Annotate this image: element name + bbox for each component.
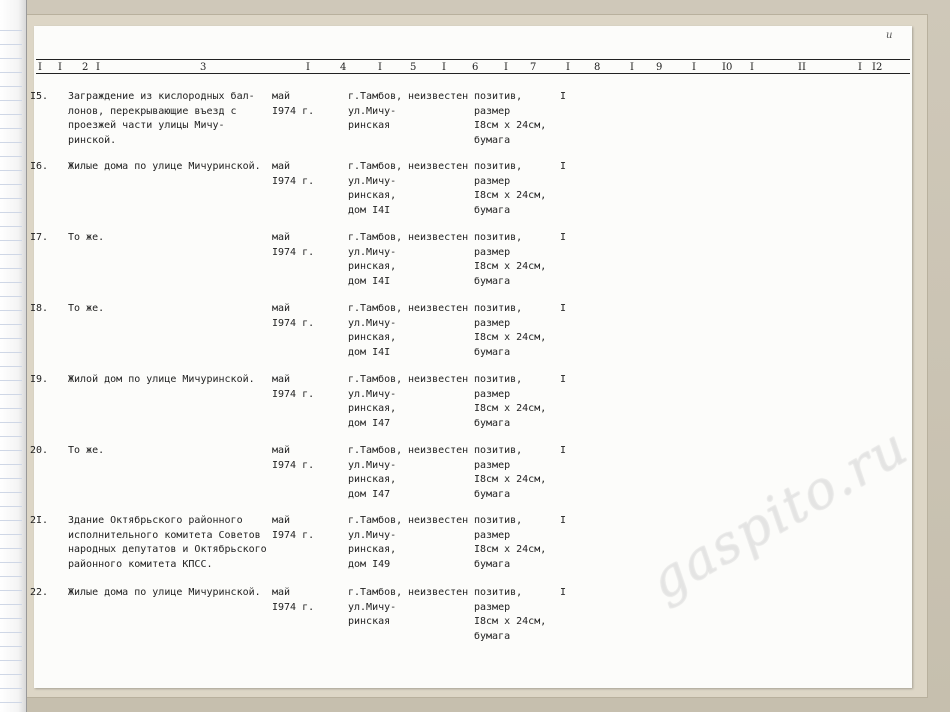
- item-title-line: народных депутатов и Октябрьского: [68, 544, 267, 555]
- item-place-line: дом I4I: [348, 204, 391, 216]
- item-number: I7.: [30, 232, 49, 243]
- ruling-line: [0, 226, 22, 227]
- item-title-line: То же.: [68, 303, 105, 314]
- item-author: неизвестен: [408, 91, 469, 102]
- item-place-line: ул.Мичу-: [348, 388, 397, 400]
- item-type-line: размер: [474, 246, 511, 258]
- item-date-line: I974 г.: [272, 388, 315, 400]
- column-header: I: [630, 62, 634, 73]
- item-place-line: г.Тамбов,: [348, 232, 403, 243]
- item-date: [272, 444, 330, 473]
- item-type-line: I8см х 24см,: [474, 544, 547, 555]
- item-date: [272, 514, 330, 543]
- column-header: 3: [200, 62, 207, 73]
- ruling-line: [0, 296, 22, 297]
- item-title-line: ринской.: [68, 134, 117, 146]
- item-place-line: дом I4I: [348, 346, 391, 358]
- item-date-line: май: [272, 232, 291, 243]
- ruling-line: [0, 464, 22, 465]
- item-date-line: май: [272, 374, 291, 385]
- item-title-line: То же.: [68, 445, 105, 456]
- item-type-line: позитив,: [474, 161, 523, 172]
- item-type-line: бумага: [474, 134, 511, 146]
- item-date-line: I974 г.: [272, 317, 315, 329]
- item-date-line: май: [272, 515, 291, 526]
- ruling-line: [0, 30, 22, 31]
- column-header: I0: [722, 62, 733, 73]
- item-quantity: I: [560, 232, 567, 243]
- item-title: [68, 514, 268, 572]
- item-type-line: позитив,: [474, 587, 523, 598]
- ruling-line: [0, 576, 22, 577]
- column-header: I2: [872, 62, 883, 73]
- item-type: [474, 90, 560, 148]
- item-type-line: I8см х 24см,: [474, 474, 547, 485]
- item-place-line: дом I49: [348, 558, 391, 570]
- item-date: [272, 586, 330, 615]
- item-date-line: май: [272, 587, 291, 598]
- item-type-line: бумага: [474, 417, 511, 429]
- ruling-line: [0, 506, 22, 507]
- item-title: [68, 444, 268, 459]
- item-place-line: ринская,: [348, 332, 397, 343]
- item-place-line: ринская,: [348, 403, 397, 414]
- item-place-line: г.Тамбов,: [348, 91, 403, 102]
- item-place: [348, 160, 412, 218]
- ruling-line: [0, 422, 22, 423]
- item-type-line: бумага: [474, 346, 511, 358]
- item-place-line: ринская: [348, 120, 391, 131]
- item-type-line: позитив,: [474, 232, 523, 243]
- item-date: [272, 302, 330, 331]
- item-place: [348, 514, 412, 572]
- ruling-line: [0, 240, 22, 241]
- item-type-line: бумага: [474, 630, 511, 642]
- item-author: неизвестен: [408, 374, 469, 385]
- item-title-line: районного комитета КПСС.: [68, 558, 213, 570]
- item-number: I9.: [30, 374, 49, 385]
- item-type-line: бумага: [474, 275, 511, 287]
- item-author: неизвестен: [408, 445, 469, 456]
- column-header: II: [798, 62, 806, 73]
- ruling-line: [0, 254, 22, 255]
- item-type-line: I8см х 24см,: [474, 403, 547, 414]
- ruling-line: [0, 366, 22, 367]
- item-date: [272, 160, 330, 189]
- item-number: 2I.: [30, 515, 49, 526]
- column-header: 4: [340, 62, 347, 73]
- column-header: 5: [410, 62, 417, 73]
- item-type-line: размер: [474, 459, 511, 471]
- item-type-line: позитив,: [474, 91, 523, 102]
- column-header: I: [96, 62, 100, 73]
- ruling-line: [0, 394, 22, 395]
- ruling-line: [0, 590, 22, 591]
- item-author: неизвестен: [408, 161, 469, 172]
- item-quantity: I: [560, 515, 567, 526]
- column-header: 7: [530, 62, 537, 73]
- item-date: [272, 90, 330, 119]
- ruling-line: [0, 282, 22, 283]
- item-place-line: ул.Мичу-: [348, 317, 397, 329]
- column-header: I: [504, 62, 508, 73]
- ruling-line: [0, 646, 22, 647]
- item-quantity: I: [560, 374, 567, 385]
- column-header: I: [692, 62, 696, 73]
- column-header: 8: [594, 62, 601, 73]
- item-title: [68, 90, 268, 148]
- item-author: неизвестен: [408, 587, 469, 598]
- ruling-line: [0, 338, 22, 339]
- item-title-line: То же.: [68, 232, 105, 243]
- item-title: [68, 160, 268, 175]
- ruling-line: [0, 324, 22, 325]
- item-type-line: I8см х 24см,: [474, 332, 547, 343]
- item-date-line: I974 г.: [272, 529, 315, 541]
- item-type-line: бумага: [474, 204, 511, 216]
- corner-mark: и: [886, 30, 893, 41]
- ruling-line: [0, 44, 22, 45]
- item-type: [474, 160, 560, 218]
- item-number: I6.: [30, 161, 49, 172]
- item-date: [272, 373, 330, 402]
- column-header: I: [378, 62, 382, 73]
- ruling-line: [0, 114, 22, 115]
- column-header: I: [306, 62, 310, 73]
- item-type-line: I8см х 24см,: [474, 120, 547, 131]
- item-title-line: Жилые дома по улице Мичуринской.: [68, 587, 261, 598]
- item-place-line: г.Тамбов,: [348, 303, 403, 314]
- item-quantity: I: [560, 587, 567, 598]
- ruling-line: [0, 618, 22, 619]
- item-type-line: размер: [474, 601, 511, 613]
- ruling-line: [0, 142, 22, 143]
- item-title: [68, 231, 268, 246]
- item-type-line: I8см х 24см,: [474, 190, 547, 201]
- item-type-line: позитив,: [474, 515, 523, 526]
- ruling-line: [0, 562, 22, 563]
- item-type: [474, 444, 560, 502]
- item-type: [474, 373, 560, 431]
- ruling-line: [0, 492, 22, 493]
- item-title: [68, 373, 268, 388]
- item-number: I8.: [30, 303, 49, 314]
- item-place: [348, 90, 412, 134]
- item-type-line: размер: [474, 105, 511, 117]
- item-quantity: I: [560, 91, 567, 102]
- item-quantity: I: [560, 445, 567, 456]
- ruling-line: [0, 450, 22, 451]
- item-place-line: дом I47: [348, 417, 391, 429]
- item-type-line: размер: [474, 529, 511, 541]
- item-place-line: ул.Мичу-: [348, 175, 397, 187]
- item-type-line: позитив,: [474, 303, 523, 314]
- item-title-line: проезжей части улицы Мичу-: [68, 120, 225, 131]
- item-place-line: ринская: [348, 616, 391, 627]
- item-number: I5.: [30, 91, 49, 102]
- item-place: [348, 302, 412, 360]
- item-date-line: I974 г.: [272, 601, 315, 613]
- item-type-line: I8см х 24см,: [474, 616, 547, 627]
- ruling-line: [0, 268, 22, 269]
- ruling-line: [0, 408, 22, 409]
- ruling-line: [0, 170, 22, 171]
- item-type-line: размер: [474, 388, 511, 400]
- item-type: [474, 514, 560, 572]
- ruling-line: [0, 534, 22, 535]
- ruling-line: [0, 548, 22, 549]
- item-title-line: исполнительного комитета Советов: [68, 529, 261, 541]
- column-header: 2: [82, 62, 89, 73]
- item-place-line: ул.Мичу-: [348, 459, 397, 471]
- item-date-line: I974 г.: [272, 246, 315, 258]
- ruling-line: [0, 58, 22, 59]
- item-place-line: г.Тамбов,: [348, 161, 403, 172]
- item-title: [68, 302, 268, 317]
- item-place-line: дом I4I: [348, 275, 391, 287]
- ruling-line: [0, 352, 22, 353]
- column-header: I: [750, 62, 754, 73]
- column-header: I: [442, 62, 446, 73]
- item-type-line: бумага: [474, 558, 511, 570]
- item-title-line: Жилой дом по улице Мичуринской.: [68, 374, 255, 385]
- item-type-line: позитив,: [474, 374, 523, 385]
- item-date-line: май: [272, 445, 291, 456]
- item-type: [474, 302, 560, 360]
- left-page-edge: [0, 0, 27, 712]
- item-number: 22.: [30, 587, 49, 598]
- item-date: [272, 231, 330, 260]
- item-date-line: май: [272, 303, 291, 314]
- ruling-line: [0, 674, 22, 675]
- column-header: 9: [656, 62, 663, 73]
- item-title-line: Заграждение из кислородных бал-: [68, 91, 255, 102]
- watermark: gaspito.ru: [640, 416, 919, 612]
- ruling-line: [0, 520, 22, 521]
- item-place-line: г.Тамбов,: [348, 445, 403, 456]
- ruling-line: [0, 380, 22, 381]
- item-date-line: май: [272, 91, 291, 102]
- ruling-line: [0, 100, 22, 101]
- item-title-line: Жилые дома по улице Мичуринской.: [68, 161, 261, 172]
- item-place-line: ул.Мичу-: [348, 601, 397, 613]
- item-author: неизвестен: [408, 303, 469, 314]
- item-date-line: I974 г.: [272, 459, 315, 471]
- item-place-line: ринская,: [348, 474, 397, 485]
- item-place-line: дом I47: [348, 488, 391, 500]
- ruling-line: [0, 212, 22, 213]
- column-header: I: [858, 62, 862, 73]
- item-type-line: I8см х 24см,: [474, 261, 547, 272]
- column-header: I: [38, 62, 42, 73]
- ruling-line: [0, 688, 22, 689]
- item-type-line: бумага: [474, 488, 511, 500]
- column-header: 6: [472, 62, 479, 73]
- item-place-line: г.Тамбов,: [348, 515, 403, 526]
- ruling-line: [0, 86, 22, 87]
- item-place-line: ул.Мичу-: [348, 529, 397, 541]
- ruling-line: [0, 128, 22, 129]
- item-type-line: позитив,: [474, 445, 523, 456]
- ruling-line: [0, 198, 22, 199]
- header-bottom-rule: [36, 73, 910, 74]
- column-header: I: [58, 62, 62, 73]
- item-quantity: I: [560, 161, 567, 172]
- ruling-line: [0, 156, 22, 157]
- item-place: [348, 586, 412, 630]
- item-place-line: ринская,: [348, 190, 397, 201]
- item-place: [348, 444, 412, 502]
- ruling-line: [0, 184, 22, 185]
- item-type-line: размер: [474, 175, 511, 187]
- item-type: [474, 231, 560, 289]
- ruling-line: [0, 632, 22, 633]
- item-author: неизвестен: [408, 515, 469, 526]
- ruling-line: [0, 310, 22, 311]
- ruling-line: [0, 604, 22, 605]
- item-place-line: г.Тамбов,: [348, 587, 403, 598]
- item-type: [474, 586, 560, 644]
- item-place: [348, 231, 412, 289]
- column-header: I: [566, 62, 570, 73]
- item-author: неизвестен: [408, 232, 469, 243]
- item-date-line: I974 г.: [272, 175, 315, 187]
- ruling-line: [0, 72, 22, 73]
- ruling-line: [0, 478, 22, 479]
- item-type-line: размер: [474, 317, 511, 329]
- ruling-line: [0, 660, 22, 661]
- header-top-rule: [36, 59, 910, 60]
- item-date-line: I974 г.: [272, 105, 315, 117]
- item-title-line: Здание Октябрьского районного: [68, 515, 243, 526]
- item-place-line: ул.Мичу-: [348, 246, 397, 258]
- ruling-line: [0, 702, 22, 703]
- item-place: [348, 373, 412, 431]
- item-place-line: ринская,: [348, 544, 397, 555]
- ruling-line: [0, 436, 22, 437]
- item-title: [68, 586, 268, 601]
- item-date-line: май: [272, 161, 291, 172]
- item-number: 20.: [30, 445, 49, 456]
- item-title-line: лонов, перекрывающие въезд с: [68, 105, 237, 117]
- item-quantity: I: [560, 303, 567, 314]
- item-place-line: г.Тамбов,: [348, 374, 403, 385]
- item-place-line: ул.Мичу-: [348, 105, 397, 117]
- item-place-line: ринская,: [348, 261, 397, 272]
